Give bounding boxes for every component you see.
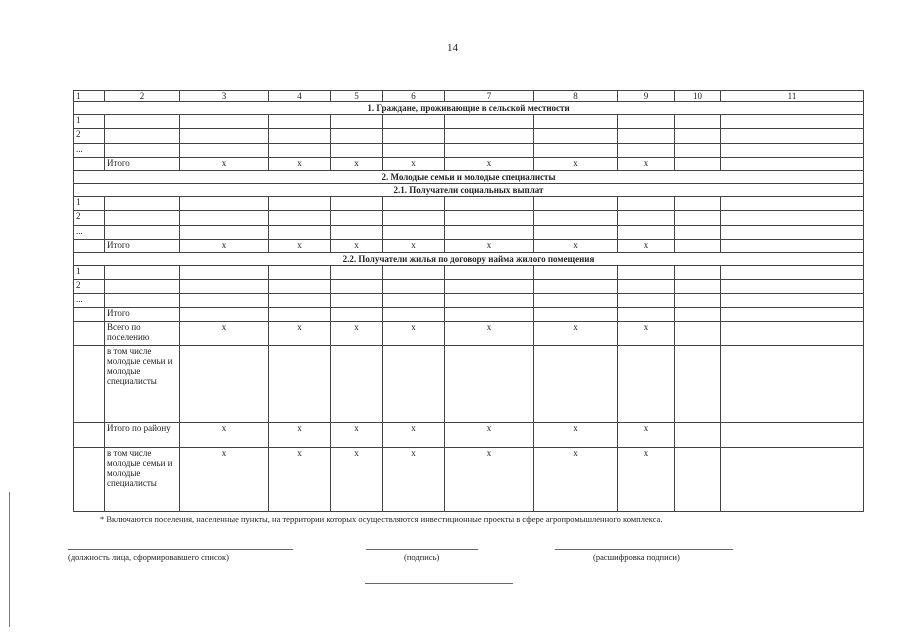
margin-line [9,492,10,627]
x-mark: х [618,157,675,170]
col-num: 8 [534,91,618,102]
x-mark: х [331,321,383,345]
settlement-total-row [74,321,864,345]
table-row [74,197,864,211]
section-heading: 2. Молодые семьи и молодые специалисты [74,170,864,183]
x-mark: х [534,239,618,252]
x-mark: х [331,239,383,252]
total-label: Итого [105,157,180,170]
position-caption: (должность лица, сформировавшего список) [68,552,229,562]
table-row [74,143,864,157]
x-mark: х [534,422,618,447]
col-num: 3 [180,91,269,102]
col-num: 5 [331,91,383,102]
decode-signature-line [555,549,733,550]
total-label: Итого [105,308,180,321]
footnote: * Включаются поселения, населенные пункты, на территории которых осуществляются инвестиционные проекты в сфере агропромышленного комплекса. [100,514,663,524]
table-row [74,280,864,294]
decode-caption: (расшифровка подписи) [593,552,680,562]
position-signature-line [68,549,293,550]
sign-caption: (подпись) [404,552,440,562]
total-row [74,308,864,321]
x-mark: х [269,157,331,170]
x-mark: х [383,321,445,345]
x-mark: х [269,239,331,252]
col-num: 6 [383,91,445,102]
x-mark: х [618,321,675,345]
col-num: 4 [269,91,331,102]
x-mark: х [618,239,675,252]
x-mark: х [445,321,534,345]
x-mark: х [331,448,383,512]
x-mark: х [269,448,331,512]
sign-signature-line [366,549,478,550]
col-num: 9 [618,91,675,102]
col-num: 10 [675,91,721,102]
including-young-district-row [74,448,864,512]
table-row [74,115,864,129]
column-numbers-row [74,91,864,102]
x-mark: х [618,448,675,512]
col-num: 7 [445,91,534,102]
total-row [74,239,864,252]
x-mark: х [180,422,269,447]
x-mark: х [383,448,445,512]
row-number: 1 [74,197,105,211]
row-number: 1 [74,266,105,280]
x-mark: х [180,448,269,512]
date-line [365,583,513,584]
district-total-row [74,422,864,447]
x-mark: х [383,422,445,447]
subsection-heading: 2.1. Получатели социальных выплат [74,184,864,197]
x-mark: х [269,422,331,447]
x-mark: х [180,239,269,252]
report-table [73,90,864,512]
row-number: 2 [74,211,105,225]
x-mark: х [331,422,383,447]
x-mark: х [383,157,445,170]
x-mark: х [445,422,534,447]
x-mark: х [445,448,534,512]
row-number: 2 [74,129,105,143]
row-number: ... [74,143,105,157]
x-mark: х [331,157,383,170]
row-number: 2 [74,280,105,294]
table-row [74,266,864,280]
col-num: 1 [74,91,105,102]
including-young-label: в том числе молодые семьи и молодые специалисты [105,345,180,422]
row-number: ... [74,294,105,308]
x-mark: х [618,422,675,447]
section-heading: 1. Граждане, проживающие в сельской местности [74,102,864,115]
x-mark: х [269,321,331,345]
col-num: 2 [105,91,180,102]
page-number: 14 [447,42,458,54]
total-row [74,157,864,170]
x-mark: х [534,157,618,170]
col-num: 11 [721,91,864,102]
x-mark: х [180,157,269,170]
table-row [74,129,864,143]
table-row [74,225,864,239]
x-mark: х [383,239,445,252]
row-number: ... [74,225,105,239]
x-mark: х [445,157,534,170]
x-mark: х [180,321,269,345]
district-total-label: Итого по району [105,422,180,447]
including-young-row [74,345,864,422]
row-number: 1 [74,115,105,129]
total-label: Итого [105,239,180,252]
x-mark: х [445,239,534,252]
table-row [74,294,864,308]
subsection-heading: 2.2. Получатели жилья по договору найма жилого помещения [74,252,864,265]
table-row [74,211,864,225]
x-mark: х [534,321,618,345]
x-mark: х [534,448,618,512]
including-young-label: в том числе молодые семьи и молодые специалисты [105,448,180,512]
settlement-total-label: Всего по поселению [105,321,180,345]
